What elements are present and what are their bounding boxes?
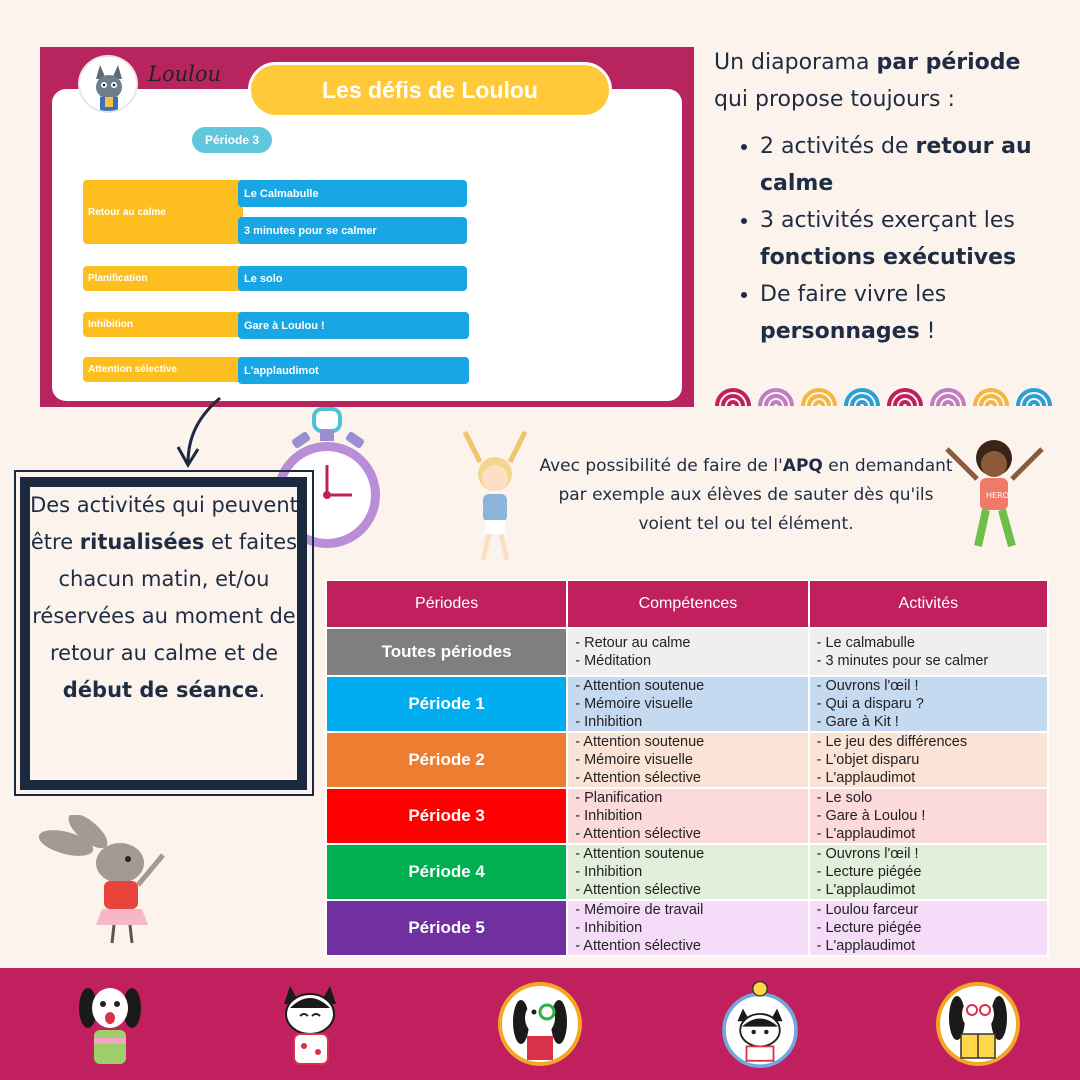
activity-gare-a-loulou: Gare à Loulou ! xyxy=(238,312,469,339)
category-planification: Planification xyxy=(83,266,243,291)
list-item: • De faire vivre les personnages ! xyxy=(760,276,1064,350)
table-row xyxy=(326,844,1048,900)
activity-item: - Ouvrons l'œil ! xyxy=(816,678,919,694)
dog-icon xyxy=(70,978,150,1068)
dog-icon xyxy=(497,978,583,1068)
period-cell: Période 3 xyxy=(326,788,567,844)
rabbit-icon xyxy=(38,815,173,945)
period-cell: Période 1 xyxy=(326,676,567,732)
boy-jumping-icon xyxy=(942,434,1047,559)
activities-cell xyxy=(809,844,1048,900)
skill-item: - Planification xyxy=(575,790,663,806)
skill-item: - Attention soutenue xyxy=(575,734,705,750)
activities-cell xyxy=(809,788,1048,844)
activity-le-solo: Le solo xyxy=(238,266,467,291)
skill-item: - Attention sélective xyxy=(575,938,701,954)
table-row xyxy=(326,900,1048,956)
activity-item: - Qui a disparu ? xyxy=(816,696,924,712)
periods-table xyxy=(325,579,1049,957)
skill-item: - Retour au calme xyxy=(575,635,691,651)
header-periodes: Périodes xyxy=(326,580,567,628)
skill-item: - Inhibition xyxy=(575,808,643,824)
skill-item: - Méditation xyxy=(575,653,652,669)
skill-item: - Mémoire visuelle xyxy=(575,752,693,768)
list-item: • 3 activités exerçant les fonctions exécutives xyxy=(760,202,1064,276)
skills-cell xyxy=(567,628,808,676)
dog-icon xyxy=(935,978,1021,1068)
skills-cell xyxy=(567,676,808,732)
intro-list xyxy=(714,128,1064,350)
header-activites: Activités xyxy=(809,580,1048,628)
category-inhibition: Inhibition xyxy=(83,312,243,337)
skill-item: - Attention soutenue xyxy=(575,678,705,694)
skills-cell xyxy=(567,788,808,844)
activity-item: - Gare à Kit ! xyxy=(816,714,899,730)
rainbow-icon xyxy=(842,374,882,406)
activity-item: - Ouvrons l'œil ! xyxy=(816,846,919,862)
skill-item: - Inhibition xyxy=(575,920,643,936)
skills-cell xyxy=(567,732,808,788)
skill-item: - Inhibition xyxy=(575,864,643,880)
arrow-icon xyxy=(170,395,230,470)
period-cell: Période 5 xyxy=(326,900,567,956)
rainbow-icon xyxy=(1014,374,1054,406)
skill-item: - Attention sélective xyxy=(575,826,701,842)
table-row xyxy=(326,788,1048,844)
activities-cell xyxy=(809,732,1048,788)
activity-item: - 3 minutes pour se calmer xyxy=(816,653,989,669)
skill-item: - Attention sélective xyxy=(575,882,701,898)
category-retour-au-calme: Retour au calme xyxy=(83,180,243,244)
skills-cell xyxy=(567,844,808,900)
activity-item: - Le solo xyxy=(816,790,873,806)
brand-name: Loulou xyxy=(148,62,221,86)
activity-item: - Le jeu des différences xyxy=(816,734,968,750)
apq-text: Avec possibilité de faire de l'APQ en demandant par exemple aux élèves de sauter dès qu'ils voient tel ou tel élément. xyxy=(539,456,953,534)
skill-item: - Attention soutenue xyxy=(575,846,705,862)
rainbow-icon xyxy=(713,374,753,406)
activity-item: - L'applaudimot xyxy=(816,770,916,786)
activity-item: - Le calmabulle xyxy=(816,635,915,651)
activity-calmabulle: Le Calmabulle xyxy=(238,180,467,207)
period-cell: Période 2 xyxy=(326,732,567,788)
cat-icon xyxy=(270,978,350,1068)
activity-item: - Lecture piégée xyxy=(816,864,922,880)
skills-cell xyxy=(567,900,808,956)
skill-item: - Mémoire visuelle xyxy=(575,696,693,712)
rainbow-icon xyxy=(885,374,925,406)
activity-item: - L'applaudimot xyxy=(816,938,916,954)
activity-3-minutes: 3 minutes pour se calmer xyxy=(238,217,467,244)
period-cell: Toutes périodes xyxy=(326,628,567,676)
skill-item: - Inhibition xyxy=(575,714,643,730)
skill-item: - Mémoire de travail xyxy=(575,902,704,918)
table-row xyxy=(326,628,1048,676)
activities-cell xyxy=(809,628,1048,676)
list-item: • 2 activités de retour au calme xyxy=(760,128,1064,202)
ritual-text: Des activités qui peuvent être ritualisées et faites chacun matin, et/ou réservées au moment de retour au calme et de début de séance. xyxy=(30,493,298,702)
activity-item: - L'applaudimot xyxy=(816,826,916,842)
activities-cell xyxy=(809,900,1048,956)
wolf-logo-icon xyxy=(78,55,138,113)
slide-content xyxy=(52,89,682,401)
intro-text: Un diaporama par période qui propose toujours : • 2 activités de retour au calme • 3 activités exerçant les fonctions exécutives • De faire vivre les personnages ! xyxy=(714,44,1064,350)
header-competences: Compétences xyxy=(567,580,808,628)
rainbow-icon xyxy=(928,374,968,406)
lightbulb-icon xyxy=(715,978,805,1068)
activities-cell xyxy=(809,676,1048,732)
table-row xyxy=(326,676,1048,732)
period-cell: Période 4 xyxy=(326,844,567,900)
girl-jumping-icon xyxy=(455,422,535,572)
activity-item: - Loulou farceur xyxy=(816,902,919,918)
table-row xyxy=(326,732,1048,788)
activity-item: - Lecture piégée xyxy=(816,920,922,936)
rainbow-icon xyxy=(799,374,839,406)
period-pill: Période 3 xyxy=(192,127,272,153)
rainbow-icon xyxy=(756,374,796,406)
rainbow-row xyxy=(713,374,1054,406)
activity-item: - L'objet disparu xyxy=(816,752,920,768)
activity-item: - L'applaudimot xyxy=(816,882,916,898)
svg-text:HERO: HERO xyxy=(986,491,1009,500)
category-attention-selective: Attention sélective xyxy=(83,357,243,382)
activity-applaudimot: L'applaudimot xyxy=(238,357,469,384)
skill-item: - Attention sélective xyxy=(575,770,701,786)
slide-title: Les défis de Loulou xyxy=(248,62,612,118)
activity-item: - Gare à Loulou ! xyxy=(816,808,926,824)
rainbow-icon xyxy=(971,374,1011,406)
